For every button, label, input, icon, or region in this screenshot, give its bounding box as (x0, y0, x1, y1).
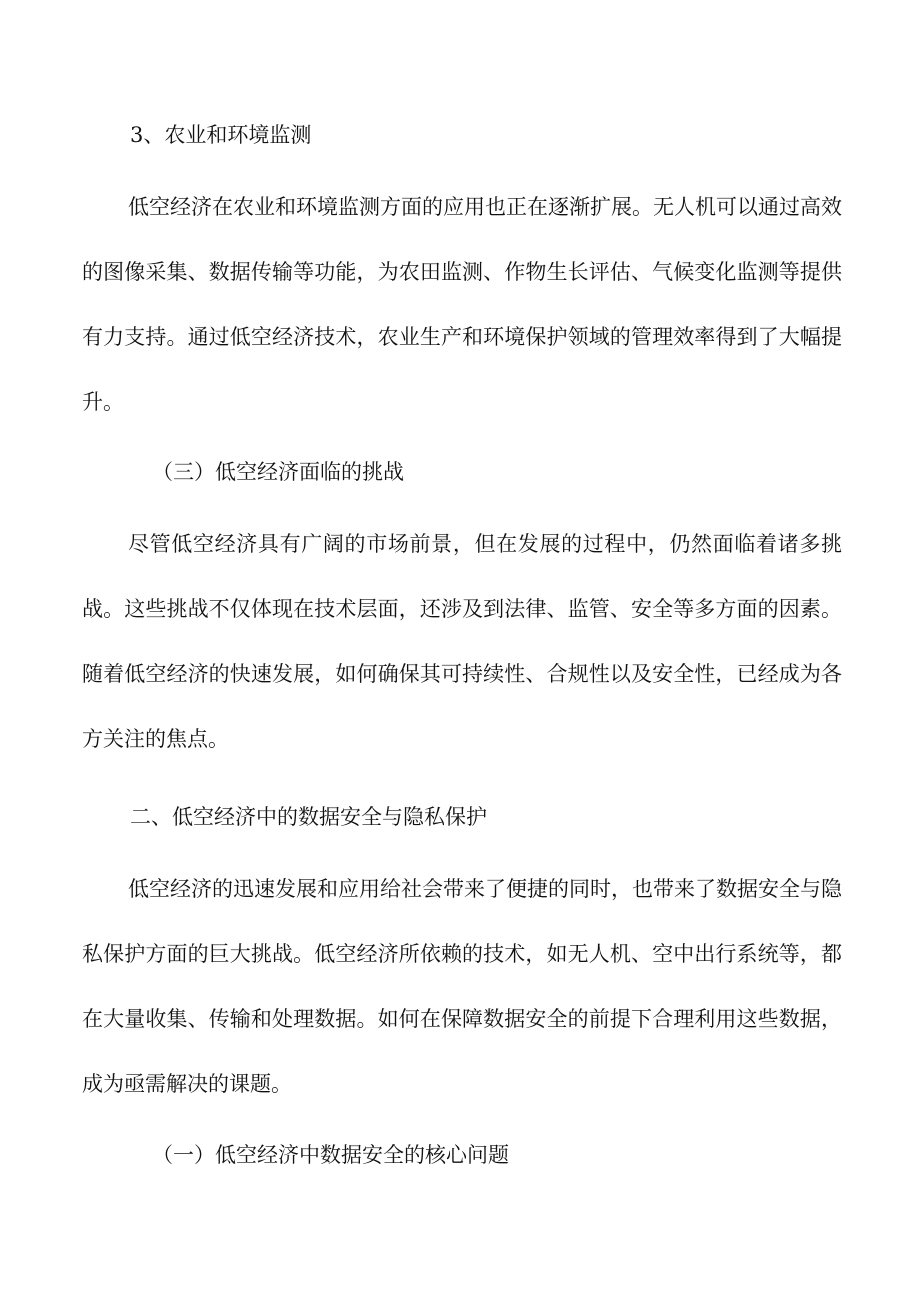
chapter-heading-data-security: 二、低空经济中的数据安全与隐私保护 (130, 805, 487, 829)
section-heading-core-issues: （一）低空经济中数据安全的核心问题 (152, 1143, 509, 1167)
section-heading-challenges: （三）低空经济面临的挑战 (152, 460, 404, 484)
paragraph-challenges: 尽管低空经济具有广阔的市场前景，但在发展的过程中，仍然面临着诸多挑战。这些挑战不仅体现在技术层面，还涉及到法律、监管、安全等多方面的因素。随着低空经济的快速发展，如何确保其可持续性、合规性以及安全性，已经成为各方关注的焦点。 (82, 532, 842, 751)
paragraph-data-security: 低空经济的迅速发展和应用给社会带来了便捷的同时，也带来了数据安全与隐私保护方面的巨大挑战。低空经济所依赖的技术，如无人机、空中出行系统等，都在大量收集、传输和处理数据。如何在保障数据安全的前提下合理利用这些数据，成为亟需解决的课题。 (82, 877, 842, 1096)
paragraph-agriculture: 低空经济在农业和环境监测方面的应用也正在逐渐扩展。无人机可以通过高效的图像采集、数据传输等功能，为农田监测、作物生长评估、气候变化监测等提供有力支持。通过低空经济技术，农业生产和环境保护领域的管理效率得到了大幅提升。 (82, 195, 842, 414)
section-heading-agriculture: 3、农业和环境监测 (130, 123, 312, 147)
